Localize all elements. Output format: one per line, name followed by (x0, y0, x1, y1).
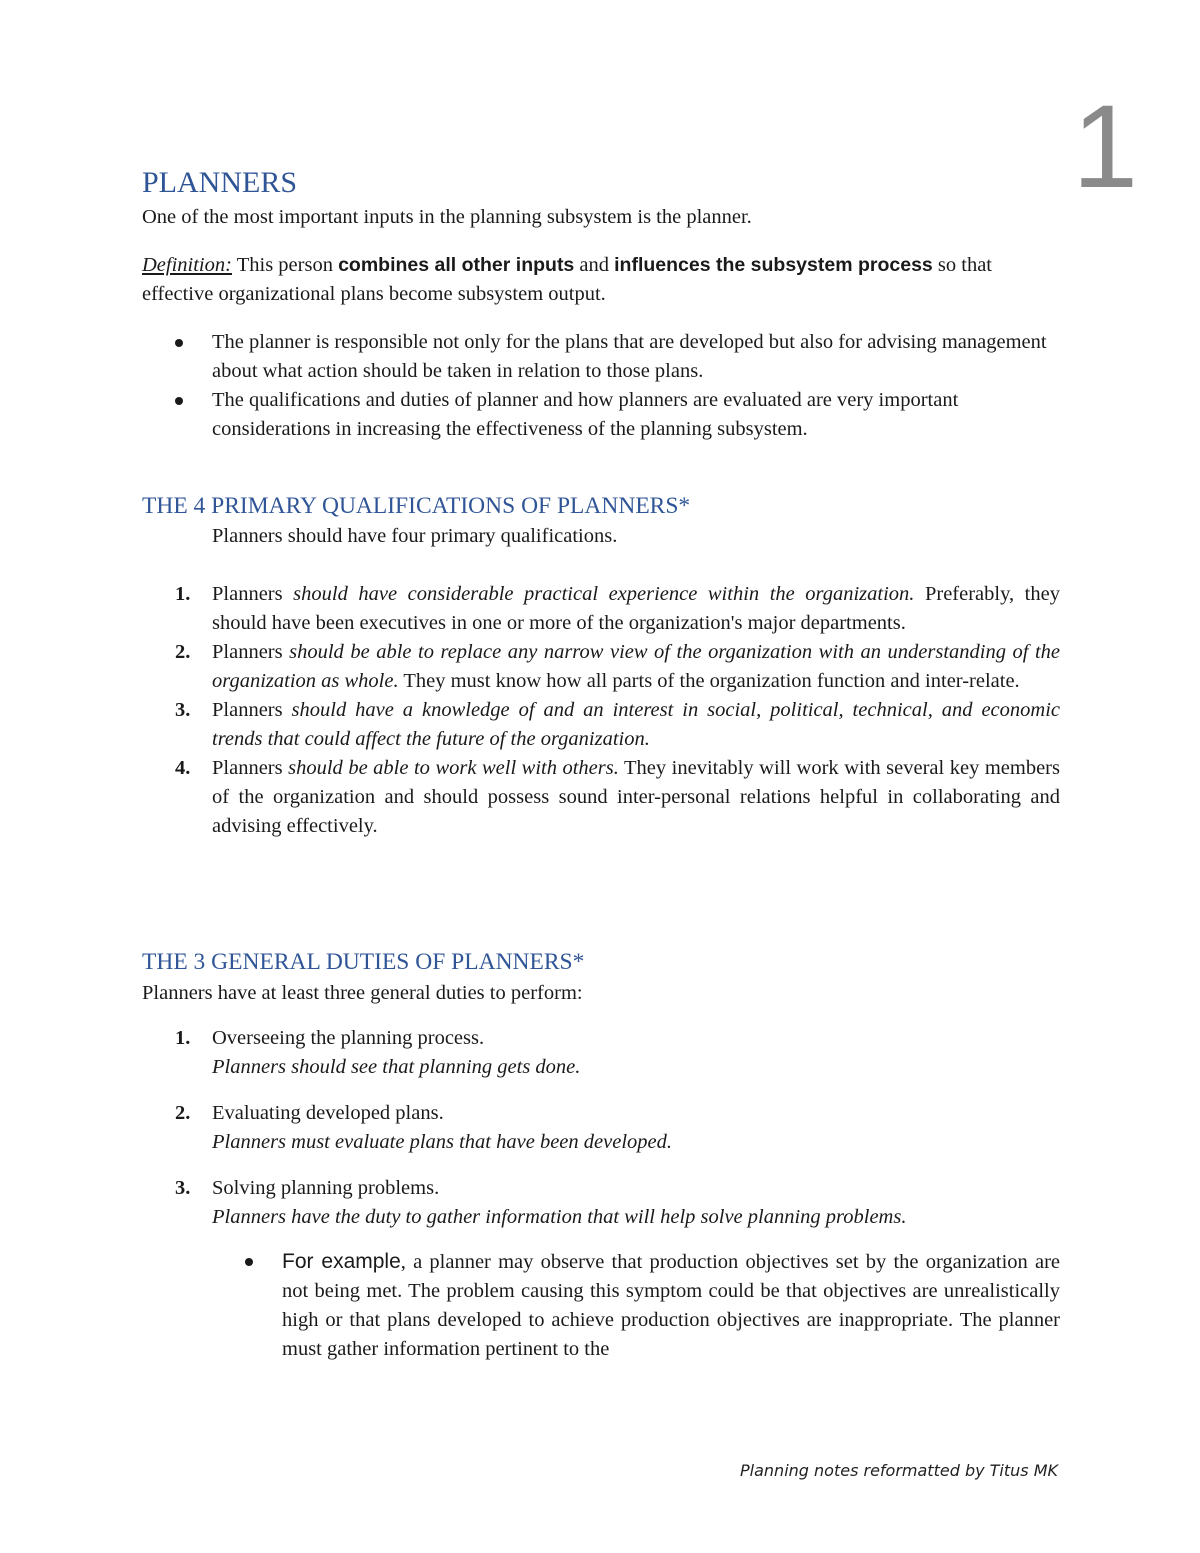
definition-paragraph (142, 251, 1060, 309)
list-item (212, 1247, 1060, 1364)
duty-description: Planners have the duty to gather information that will help solve planning problems. (212, 1206, 907, 1228)
item-lead: Planners (212, 757, 289, 779)
definition-bold-1: combines all other inputs (338, 254, 575, 276)
qualifications-list (142, 580, 1060, 841)
item-italic: should have considerable practical experience within the organization. (293, 583, 915, 605)
item-number: 4. (175, 757, 191, 779)
duties-list (142, 1024, 1060, 1232)
definition-label: Definition: (142, 254, 232, 276)
list-item (142, 386, 1060, 444)
qualifications-heading: THE 4 PRIMARY QUALIFICATIONS OF PLANNERS* (142, 493, 691, 519)
qualifications-intro: Planners should have four primary qualifications. (212, 525, 618, 547)
list-item (142, 1174, 1060, 1232)
definition-text-2: and (574, 254, 615, 276)
duty-title: Evaluating developed plans. (212, 1102, 444, 1124)
intro-paragraph: One of the most important inputs in the planning subsystem is the planner. (142, 206, 752, 228)
planner-bullet-list (142, 328, 1060, 444)
definition-bold-2: influences the subsystem process (614, 254, 933, 276)
example-bullet-list (212, 1247, 1060, 1364)
item-rest: Preferably, they should have been executives in one or more of the organization's major departments. (212, 583, 1060, 634)
definition-text-3: so that effective organizational plans become subsystem output. (142, 254, 992, 305)
item-rest: They must know how all parts of the organization function and inter-relate. (398, 670, 1020, 692)
bullet-text: The planner is responsible not only for the plans that are developed but also for advising management about what action should be taken in relation to those plans. (212, 331, 1047, 382)
item-rest: They inevitably will work with several key members of the organization and should possess sound inter-personal relations helpful in collaborating and advising effectively. (212, 757, 1060, 837)
duty-title: Overseeing the planning process. (212, 1027, 485, 1049)
page-footer: Planning notes reformatted by Titus MK (740, 1461, 1058, 1480)
item-number: 2. (175, 1102, 191, 1124)
item-number: 1. (175, 583, 191, 605)
item-lead: Planners (212, 641, 290, 663)
item-number: 3. (175, 699, 191, 721)
item-lead: Planners (212, 699, 292, 721)
example-text: , a planner may observe that production objectives set by the organization are not being met. The problem causing this symptom could be that objectives are unrealistically high or that plans developed to achieve production objectives are inappropriate. The planner must gather information pertinent to the (282, 1251, 1061, 1360)
list-item (142, 1024, 1060, 1082)
item-number: 3. (175, 1177, 191, 1199)
example-lead: For example (282, 1250, 401, 1273)
list-item (142, 696, 1060, 754)
duty-title: Solving planning problems. (212, 1177, 440, 1199)
list-item (142, 580, 1060, 638)
bullet-icon (175, 397, 183, 405)
item-italic: should be able to work well with others. (288, 757, 619, 779)
item-number: 2. (175, 641, 191, 663)
page-number: 1 (1072, 81, 1138, 213)
duties-intro: Planners have at least three general duties to perform: (142, 982, 583, 1004)
duty-description: Planners should see that planning gets done. (212, 1056, 581, 1078)
bullet-icon (175, 339, 183, 347)
duty-description: Planners must evaluate plans that have been developed. (212, 1131, 672, 1153)
bullet-text: The qualifications and duties of planner and how planners are evaluated are very important considerations in increasing the effectiveness of the planning subsystem. (212, 389, 959, 440)
item-lead: Planners (212, 583, 294, 605)
list-item (142, 1099, 1060, 1157)
duties-heading: THE 3 GENERAL DUTIES OF PLANNERS* (142, 949, 585, 975)
item-number: 1. (175, 1027, 191, 1049)
bullet-icon (245, 1258, 253, 1266)
page-title: PLANNERS (142, 166, 298, 199)
list-item (142, 638, 1060, 696)
list-item (142, 328, 1060, 386)
list-item (142, 754, 1060, 841)
item-italic: should be able to replace any narrow view of the organization with an understanding of the organization as whole. (212, 641, 1060, 692)
item-italic: should have a knowledge of and an interest in social, political, technical, and economic trends that could affect the future of the organization. (212, 699, 1060, 750)
definition-text-1: This person (231, 254, 339, 276)
